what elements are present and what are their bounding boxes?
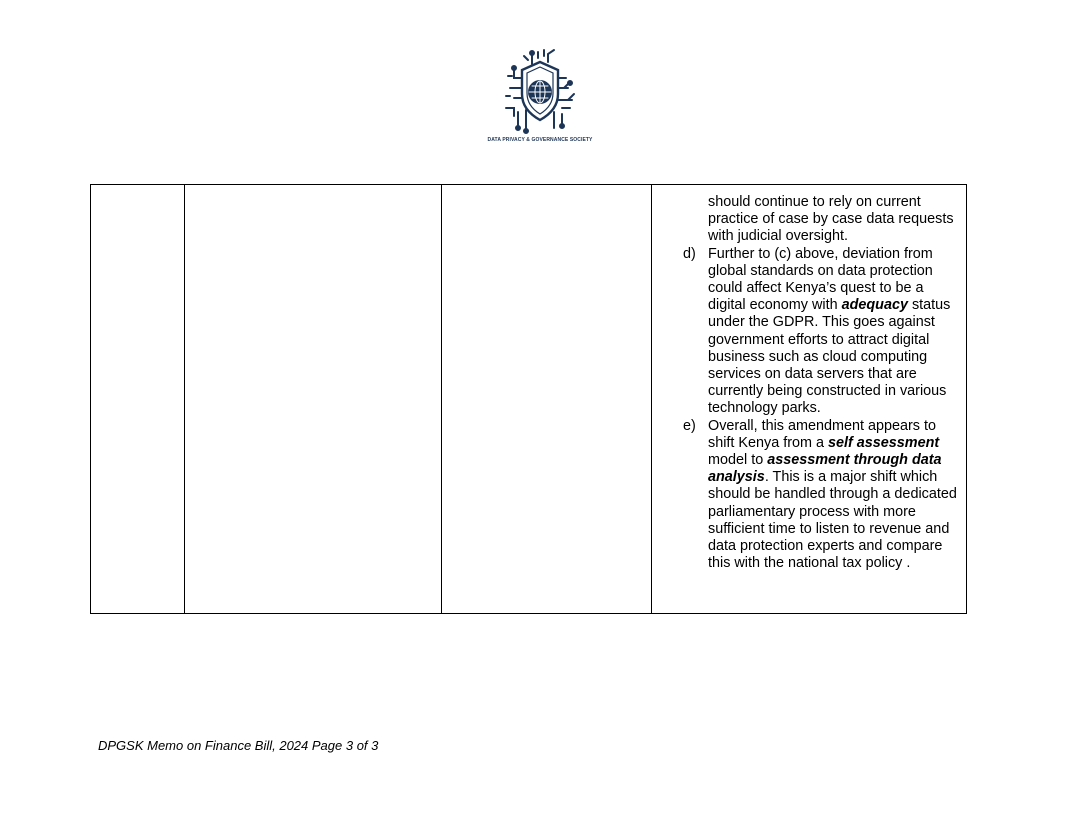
emphasis-text: self assessment: [827, 434, 940, 451]
emphasis-text: assessment through data analysis: [708, 452, 942, 486]
continuation-text: should continue to rely on current practice of case by case data requests with judicial oversight.: [708, 194, 954, 245]
item-text: Further to (c) above, deviation from global standards on data protection could affect Kenya’s quest to be a digital economy with: [708, 245, 933, 314]
table-cell-1: [91, 185, 185, 614]
list-item: [683, 418, 958, 573]
comment-list: [683, 246, 958, 573]
shield-globe-circuit-icon: [492, 48, 588, 134]
table-cell-comments: [652, 185, 967, 614]
item-text: status under the GDPR. This goes against government efforts to attract digital business such as cloud computing services on data servers that are currently being constructed in various technology parks.: [708, 297, 951, 417]
item-text: . This is a major shift which should be handled through a dedicated parliamentary process with more sufficient time to listen to revenue and data protection experts and compare this with the national tax policy .: [708, 469, 957, 572]
memo-table: [90, 184, 967, 614]
item-text: model to: [708, 452, 768, 469]
table-row: [91, 185, 967, 614]
page-footer: DPGSK Memo on Finance Bill, 2024 Page 3 of 3: [98, 738, 379, 753]
table-cell-2: [185, 185, 442, 614]
table-cell-3: [442, 185, 652, 614]
list-marker: d): [683, 245, 696, 262]
list-marker: e): [683, 417, 696, 434]
item-text: Overall, this amendment appears to shift Kenya from a: [708, 417, 936, 451]
emphasis-text: adequacy: [841, 297, 908, 314]
list-item: [683, 246, 958, 418]
organization-logo: [480, 48, 600, 148]
logo-caption: DATA PRIVACY & GOVERNANCE SOCIETY: [487, 137, 593, 143]
